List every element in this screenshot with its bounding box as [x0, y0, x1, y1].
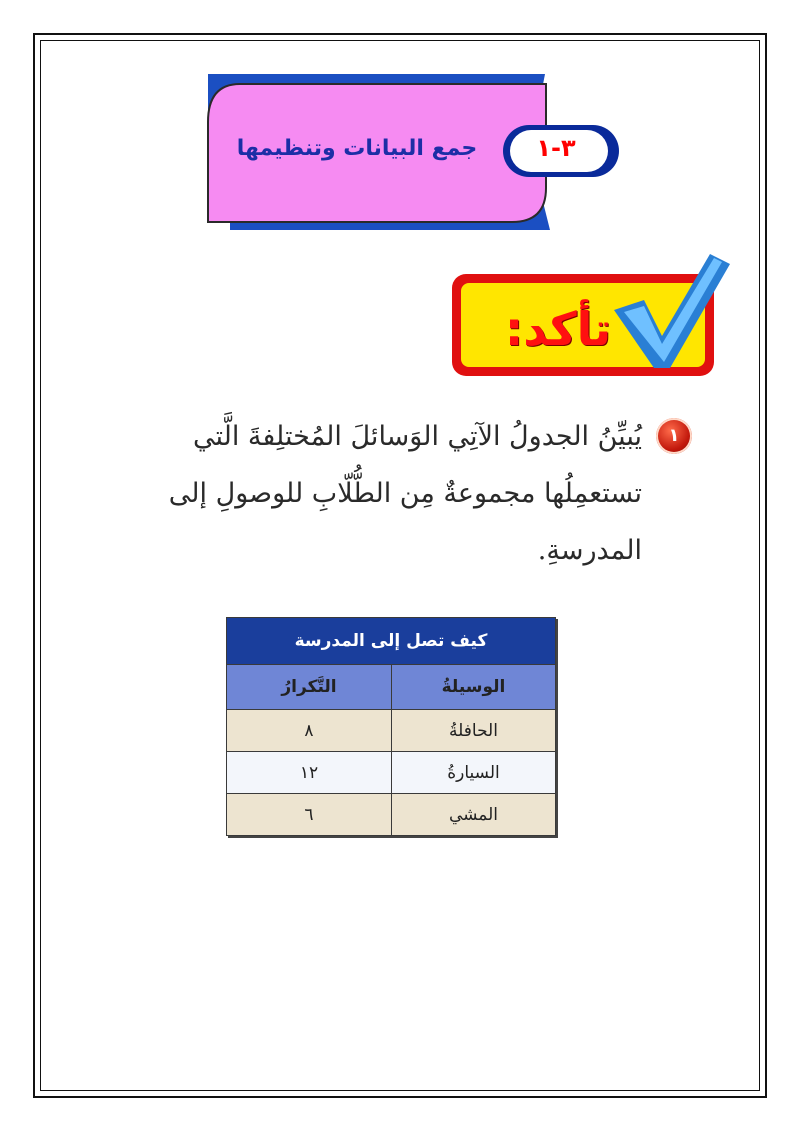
lesson-title: جمع البيانات وتنظيمها: [236, 136, 478, 161]
table-row: [227, 710, 556, 752]
table-header-frequency: التَّكرارُ: [227, 665, 392, 710]
table-cell-category: المشي: [392, 794, 556, 836]
table-cell-category: الحافلةُ: [392, 710, 556, 752]
question-number-badge: ١: [656, 418, 692, 454]
lesson-number: ٣-١: [536, 134, 576, 162]
lesson-banner: [190, 70, 630, 240]
table-cell-frequency: ١٢: [227, 752, 392, 794]
table-cell-category: السيارةُ: [392, 752, 556, 794]
table-cell-frequency: ٦: [227, 794, 392, 836]
table-header-category: الوسيلةُ: [392, 665, 556, 710]
table-cell-frequency: ٨: [227, 710, 392, 752]
check-label: تأكد:: [504, 302, 612, 356]
table-row: [227, 794, 556, 836]
table-caption: كيف تصل إلى المدرسة: [227, 618, 556, 665]
question-text: يُبيِّنُ الجدولُ الآتِي الوَسائلَ المُختلِفةَ الَّتي تستعمِلُها مجموعةٌ مِن الطُّلّابِ للوصولِ إلى المدرسةِ.: [168, 421, 642, 566]
frequency-table: [226, 617, 556, 836]
table-row: [227, 752, 556, 794]
check-badge: [448, 240, 738, 380]
